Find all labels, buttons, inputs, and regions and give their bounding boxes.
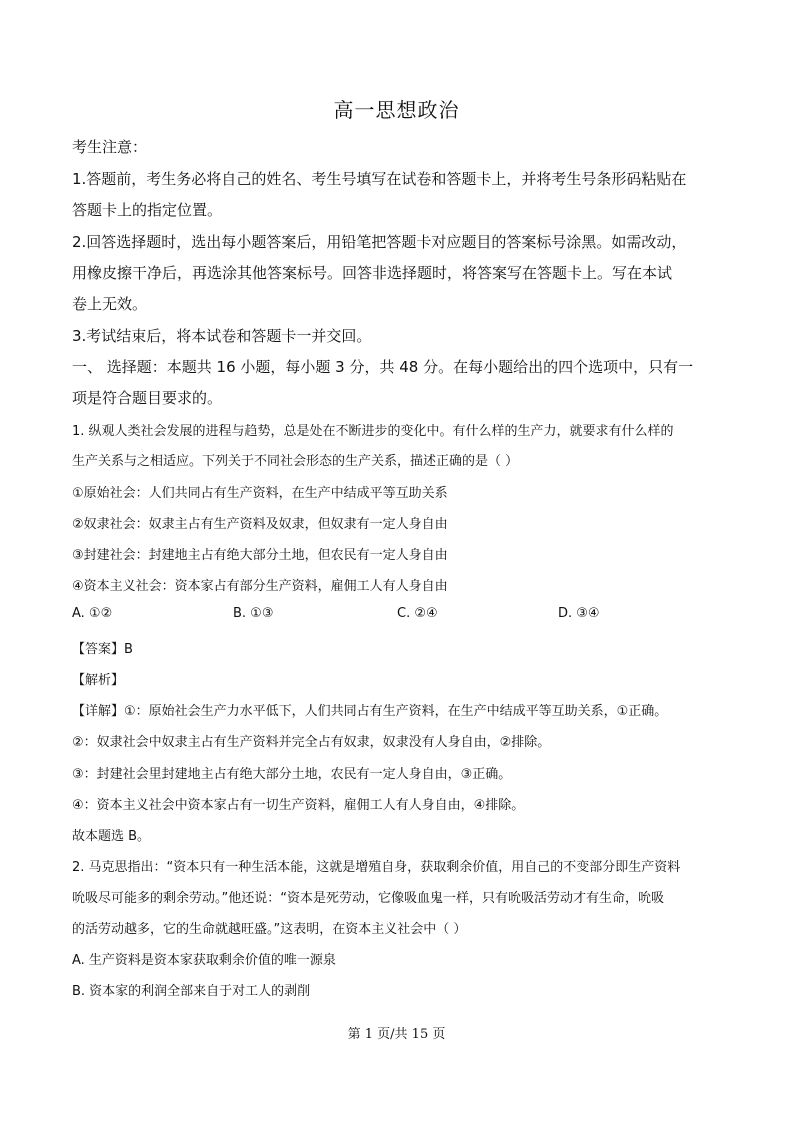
q2-option-a: A. 生产资料是资本家获取剩余价值的唯一源泉 xyxy=(72,953,336,968)
q2-stem-line-3: 的活劳动越多，它的生命就越旺盛。”这表明，在资本主义社会中（ ） xyxy=(72,922,467,937)
notice-item-3: 3.考试结束后，将本试卷和答题卡一并交回。 xyxy=(72,327,372,345)
section-1-heading-line-2: 项是符合题目要求的。 xyxy=(72,389,223,407)
q2-stem-line-2: 吮吸尽可能多的剩余劳动。”他还说：“资本是死劳动，它像吸血鬼一样，只有吮吸活劳动才有生命，吮吸 xyxy=(72,891,664,906)
notice-item-2-line-3: 卷上无效。 xyxy=(72,295,148,313)
q1-statement-3: ③封建社会：封建地主占有绝大部分土地，但农民有一定人身自由 xyxy=(72,548,448,563)
q1-stem-line-1: 1. 纵观人类社会发展的进程与趋势，总是处在不断进步的变化中。有什么样的生产力，就要求有什么样的 xyxy=(72,424,674,439)
notice-item-1-line-1: 1.答题前，考生务必将自己的姓名、考生号填写在试卷和答题卡上，并将考生号条形码粘贴在 xyxy=(72,170,687,188)
notice-item-1-line-2: 答题卡上的指定位置。 xyxy=(72,201,223,219)
notice-item-2-line-2: 用橡皮擦干净后，再选涂其他答案标号。回答非选择题时，将答案写在答题卡上。写在本试 xyxy=(72,264,673,282)
section-1-heading-line-1: 一、 选择题：本题共 16 小题，每小题 3 分，共 48 分。在每小题给出的四个选项中，只有一 xyxy=(72,358,694,376)
q1-detail-4: ④：资本主义社会中资本家占有一切生产资料，雇佣工人有人身自由，④排除。 xyxy=(72,798,525,813)
q2-option-b: B. 资本家的利润全部来自于对工人的剥削 xyxy=(72,984,311,999)
q1-detail-1: 【详解】①：原始社会生产力水平低下，人们共同占有生产资料，在生产中结成平等互助关系，①正确。 xyxy=(72,704,668,719)
q1-option-c: C. ②④ xyxy=(397,606,438,621)
q1-conclusion: 故本题选 B。 xyxy=(72,829,151,844)
q1-detail-3: ③：封建社会里封建地主占有绝大部分土地，农民有一定人身自由，③正确。 xyxy=(72,767,512,782)
q1-option-b: B. ①③ xyxy=(233,606,274,621)
page-title: 高一思想政治 xyxy=(333,98,460,122)
q1-detail-2: ②：奴隶社会中奴隶主占有生产资料并完全占有奴隶，奴隶没有人身自由，②排除。 xyxy=(72,735,551,750)
page-footer: 第 1 页/共 15 页 xyxy=(347,1027,446,1042)
q1-stem-line-2: 生产关系与之相适应。下列关于不同社会形态的生产关系，描述正确的是（ ） xyxy=(72,454,519,469)
q1-statement-1: ①原始社会：人们共同占有生产资料，在生产中结成平等互助关系 xyxy=(72,486,448,501)
q1-statement-4: ④资本主义社会：资本家占有部分生产资料，雇佣工人有人身自由 xyxy=(72,579,448,594)
q1-analysis-label: 【解析】 xyxy=(72,673,125,688)
q1-option-d: D. ③④ xyxy=(558,606,600,621)
notice-item-2-line-1: 2.回答选择题时，选出每小题答案后，用铅笔把答题卡对应题目的答案标号涂黑。如需改动， xyxy=(72,233,687,251)
notice-heading: 考生注意： xyxy=(72,138,148,156)
q2-stem-line-1: 2. 马克思指出：“资本只有一种生活本能，这就是增殖自身，获取剩余价值，用自己的不变部分即生产资料 xyxy=(72,860,681,875)
q1-answer: 【答案】B xyxy=(72,642,133,657)
q1-option-a: A. ①② xyxy=(72,606,113,621)
q1-statement-2: ②奴隶社会：奴隶主占有生产资料及奴隶，但奴隶有一定人身自由 xyxy=(72,517,448,532)
